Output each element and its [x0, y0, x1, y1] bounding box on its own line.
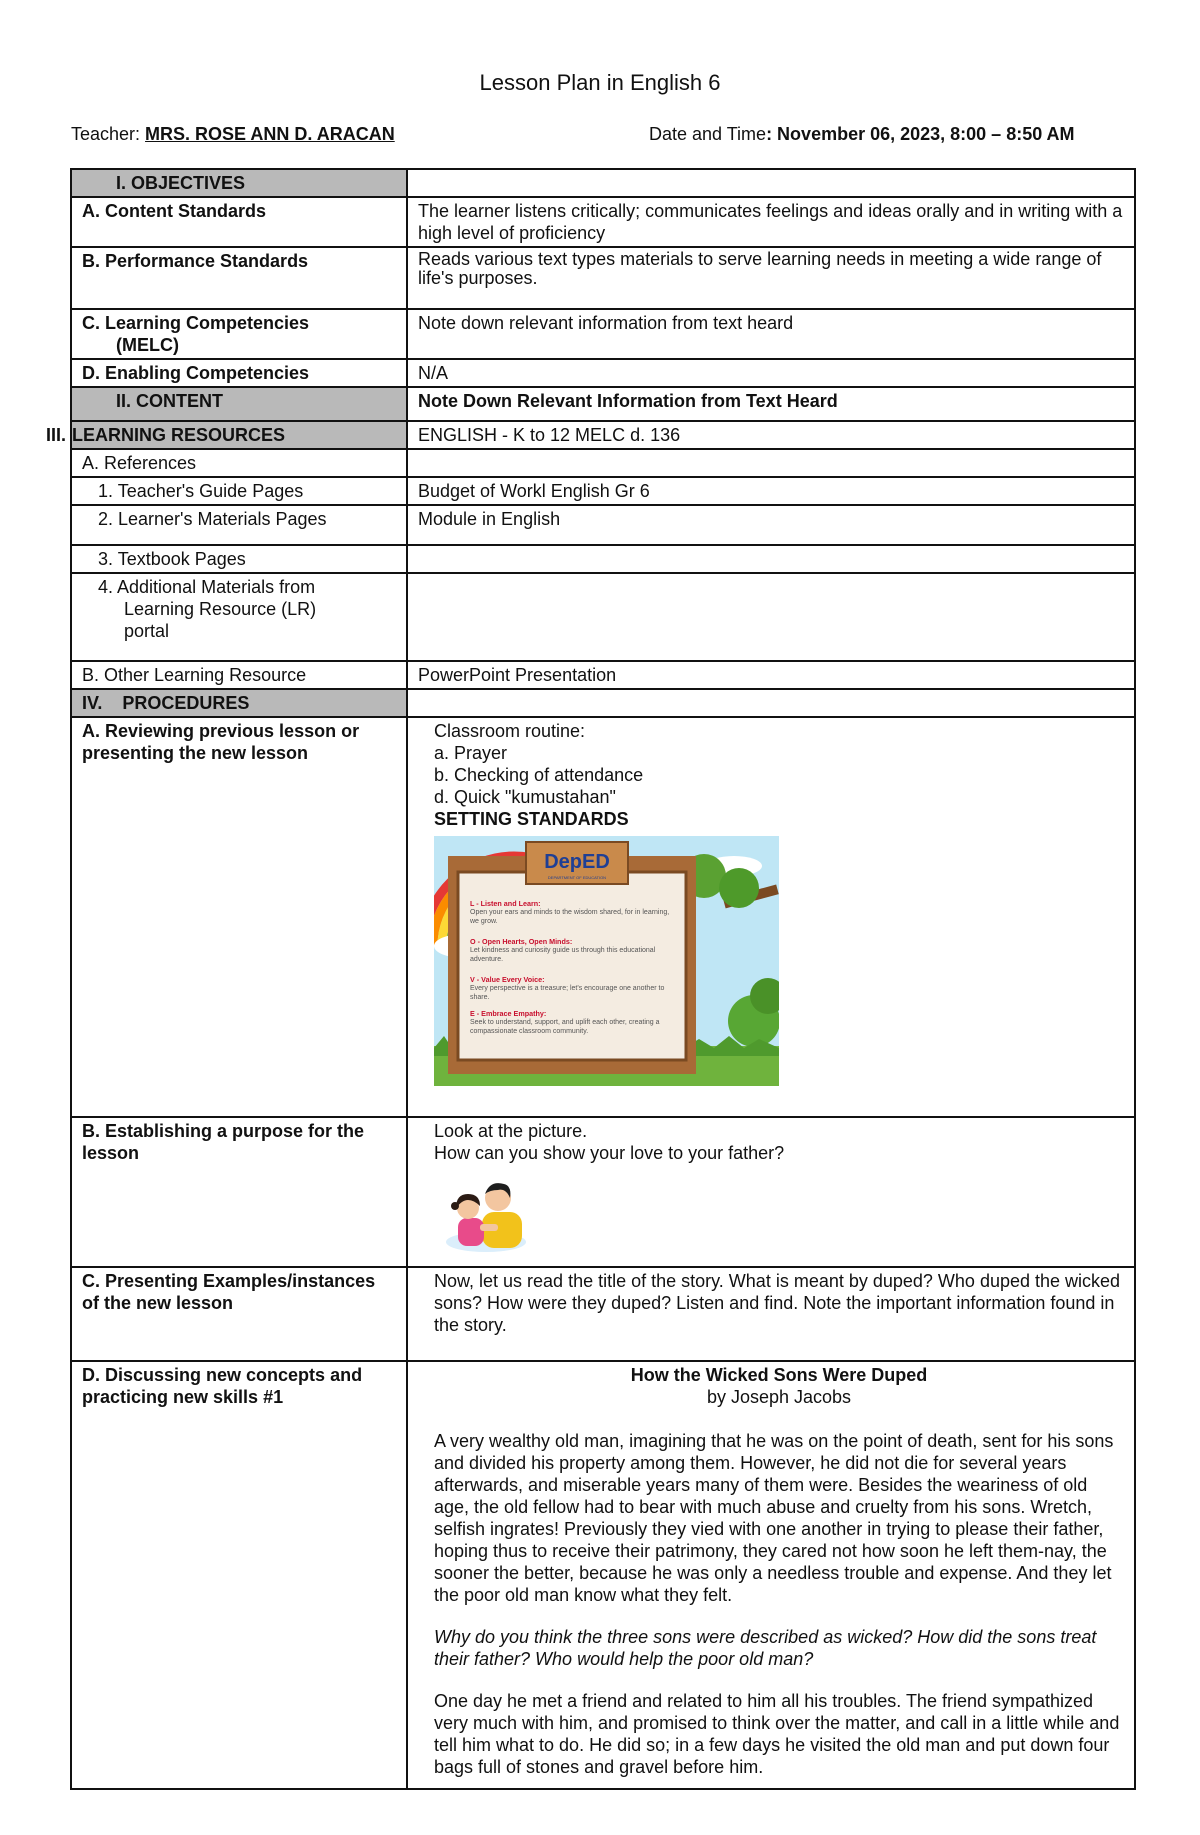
procedure-a-label: A. Reviewing previous lesson or presenting the new lesson — [71, 717, 407, 1117]
table-row — [71, 387, 1135, 421]
learning-competencies-sub: (MELC) — [116, 335, 179, 355]
procedure-a-line: b. Checking of attendance — [434, 765, 644, 785]
table-row — [71, 1361, 1135, 1789]
table-row — [71, 477, 1135, 505]
poster-item-text: Seek to understand, support, and uplift each other, creating a compassionate classroom community. — [470, 1019, 660, 1035]
resources-heading-cell — [46, 421, 407, 449]
table-row — [71, 573, 1135, 661]
learning-competencies-label — [71, 309, 407, 359]
objectives-heading: I. OBJECTIVES — [71, 169, 407, 197]
poster-item-text: Let kindness and curiosity guide us through this educational adventure. — [470, 947, 656, 963]
deped-logo-text: DepED — [544, 851, 610, 873]
enabling-competencies-label: D. Enabling Competencies — [71, 359, 407, 387]
poster-graphic — [434, 836, 779, 1086]
table-row — [71, 309, 1135, 359]
additional-materials-value — [407, 573, 1135, 661]
additional-materials-line2: Learning Resource (LR) — [124, 599, 317, 619]
setting-standards-heading: SETTING STANDARDS — [434, 809, 629, 829]
poster-item-text: Every perspective is a treasure; let's encourage one another to share. — [470, 985, 665, 1001]
deped-logo-sub: DEPARTMENT OF EDUCATION — [547, 875, 607, 880]
teachers-guide-value: Budget of Workl English Gr 6 — [407, 477, 1135, 505]
procedure-c-label: C. Presenting Examples/instances of the new lesson — [71, 1267, 407, 1361]
setting-standards-poster — [434, 836, 1124, 1091]
procedure-a-line: Classroom routine: — [434, 721, 586, 741]
table-row — [71, 661, 1135, 689]
performance-standards-value: Reads various text types materials to serve learning needs in meeting a wide range of life's purposes. — [407, 247, 1135, 309]
date-value: : November 06, 2023, 8:00 – 8:50 AM — [766, 124, 1075, 144]
teacher-label: Teacher: — [71, 124, 146, 144]
table-row — [71, 449, 1135, 477]
table-row — [71, 1117, 1135, 1267]
procedure-b-label: B. Establishing a purpose for the lesson — [71, 1117, 407, 1267]
page-title: Lesson Plan in English 6 — [479, 70, 721, 95]
performance-standards-label: B. Performance Standards — [71, 247, 407, 309]
table-row — [71, 169, 1135, 197]
other-resource-label: B. Other Learning Resource — [71, 661, 407, 689]
additional-materials-line1: 4. Additional Materials from — [98, 577, 316, 597]
date-line — [649, 124, 1075, 145]
objectives-heading-value — [407, 169, 1135, 197]
table-row — [71, 717, 1135, 1117]
procedure-d-label: D. Discussing new concepts and practicing new skills #1 — [71, 1361, 407, 1789]
table-row — [71, 1267, 1135, 1361]
content-standards-label: A. Content Standards — [71, 197, 407, 247]
learners-materials-value: Module in English — [407, 505, 1135, 545]
references-label: A. References — [71, 449, 407, 477]
table-row — [71, 505, 1135, 545]
procedures-heading-value — [407, 689, 1135, 717]
resources-heading-value: ENGLISH - K to 12 MELC d. 136 — [407, 421, 1135, 449]
table-row — [71, 359, 1135, 387]
procedure-b-line: Look at the picture. — [434, 1121, 588, 1141]
lesson-plan-table — [46, 168, 1136, 1790]
enabling-competencies-value: N/A — [407, 359, 1135, 387]
poster-item-key: L - Listen and Learn: — [470, 899, 541, 908]
additional-materials-line3: portal — [124, 621, 170, 641]
poster-item-text: Open your ears and minds to the wisdom shared, for in learning, we grow. — [470, 909, 670, 925]
resources-number: III. — [46, 425, 67, 445]
procedure-a-line: a. Prayer — [434, 743, 508, 763]
textbook-pages-label: 3. Textbook Pages — [71, 545, 407, 573]
procedure-b-content — [407, 1117, 1135, 1267]
father-daughter-illustration — [440, 1172, 1124, 1259]
procedure-a-line: d. Quick "kumustahan" — [434, 787, 616, 807]
story-author: by Joseph Jacobs — [706, 1387, 852, 1407]
table-row — [71, 247, 1135, 309]
content-standards-value: The learner listens critically; communicates feelings and ideas orally and in writing with a high level of proficiency — [407, 197, 1135, 247]
content-heading: II. CONTENT — [71, 387, 407, 421]
procedures-heading: IV. PROCEDURES — [71, 689, 407, 717]
procedure-b-line: How can you show your love to your father? — [434, 1143, 785, 1163]
procedure-d-content — [407, 1361, 1135, 1789]
textbook-pages-value — [407, 545, 1135, 573]
procedure-c-value: Now, let us read the title of the story. What is meant by duped? Who duped the wicked sons? How were they duped? Listen and find. Note the important information found in the story. — [407, 1267, 1135, 1361]
table-row — [71, 421, 1135, 449]
table-row — [71, 545, 1135, 573]
learners-materials-label: 2. Learner's Materials Pages — [71, 505, 407, 545]
other-resource-value: PowerPoint Presentation — [407, 661, 1135, 689]
teacher-name: MRS. ROSE ANN D. ARACAN — [145, 124, 395, 144]
procedure-a-content — [407, 717, 1135, 1117]
poster-item-key: O - Open Hearts, Open Minds: — [470, 937, 573, 946]
teacher-line — [71, 124, 395, 145]
resources-heading: LEARNING RESOURCES — [72, 425, 286, 445]
learning-competencies-value: Note down relevant information from text heard — [407, 309, 1135, 359]
story-title: How the Wicked Sons Were Duped — [630, 1365, 928, 1385]
additional-materials-label — [71, 573, 407, 661]
references-value — [407, 449, 1135, 477]
learning-competencies-title: C. Learning Competencies — [82, 313, 310, 333]
story-paragraph: A very wealthy old man, imagining that he was on the point of death, sent for his sons and divided his property among them. However, he did not die for several years afterwards, and miserable years many of them were. Besides the weariness of old age, the old fellow had to bear with much abuse and cruelty from his sons. Wretch, selfish ingrates! Previously they vied with one another in trying to please their father, hoping thus to receive their patrimony, they cared not how soon he left them-nay, the sooner the better, because he was only a needless trouble and expense. And they let the poor old man know what they felt. — [434, 1431, 1114, 1605]
date-label: Date and Time — [649, 124, 767, 144]
story-question: Why do you think the three sons were described as wicked? How did the sons treat their father? Who would help the poor old man? — [434, 1627, 1097, 1669]
table-row — [71, 197, 1135, 247]
teachers-guide-label: 1. Teacher's Guide Pages — [71, 477, 407, 505]
story-paragraph: One day he met a friend and related to him all his troubles. The friend sympathized very much with him, and promised to think over the matter, and call in a little while and tell him what to do. He did so; in a few days he visited the old man and put down four bags full of stones and gravel before him. — [434, 1691, 1120, 1777]
table-row — [71, 689, 1135, 717]
poster-item-key: V - Value Every Voice: — [470, 975, 545, 984]
content-value: Note Down Relevant Information from Text Heard — [407, 387, 1135, 421]
poster-item-key: E - Embrace Empathy: — [470, 1009, 547, 1018]
